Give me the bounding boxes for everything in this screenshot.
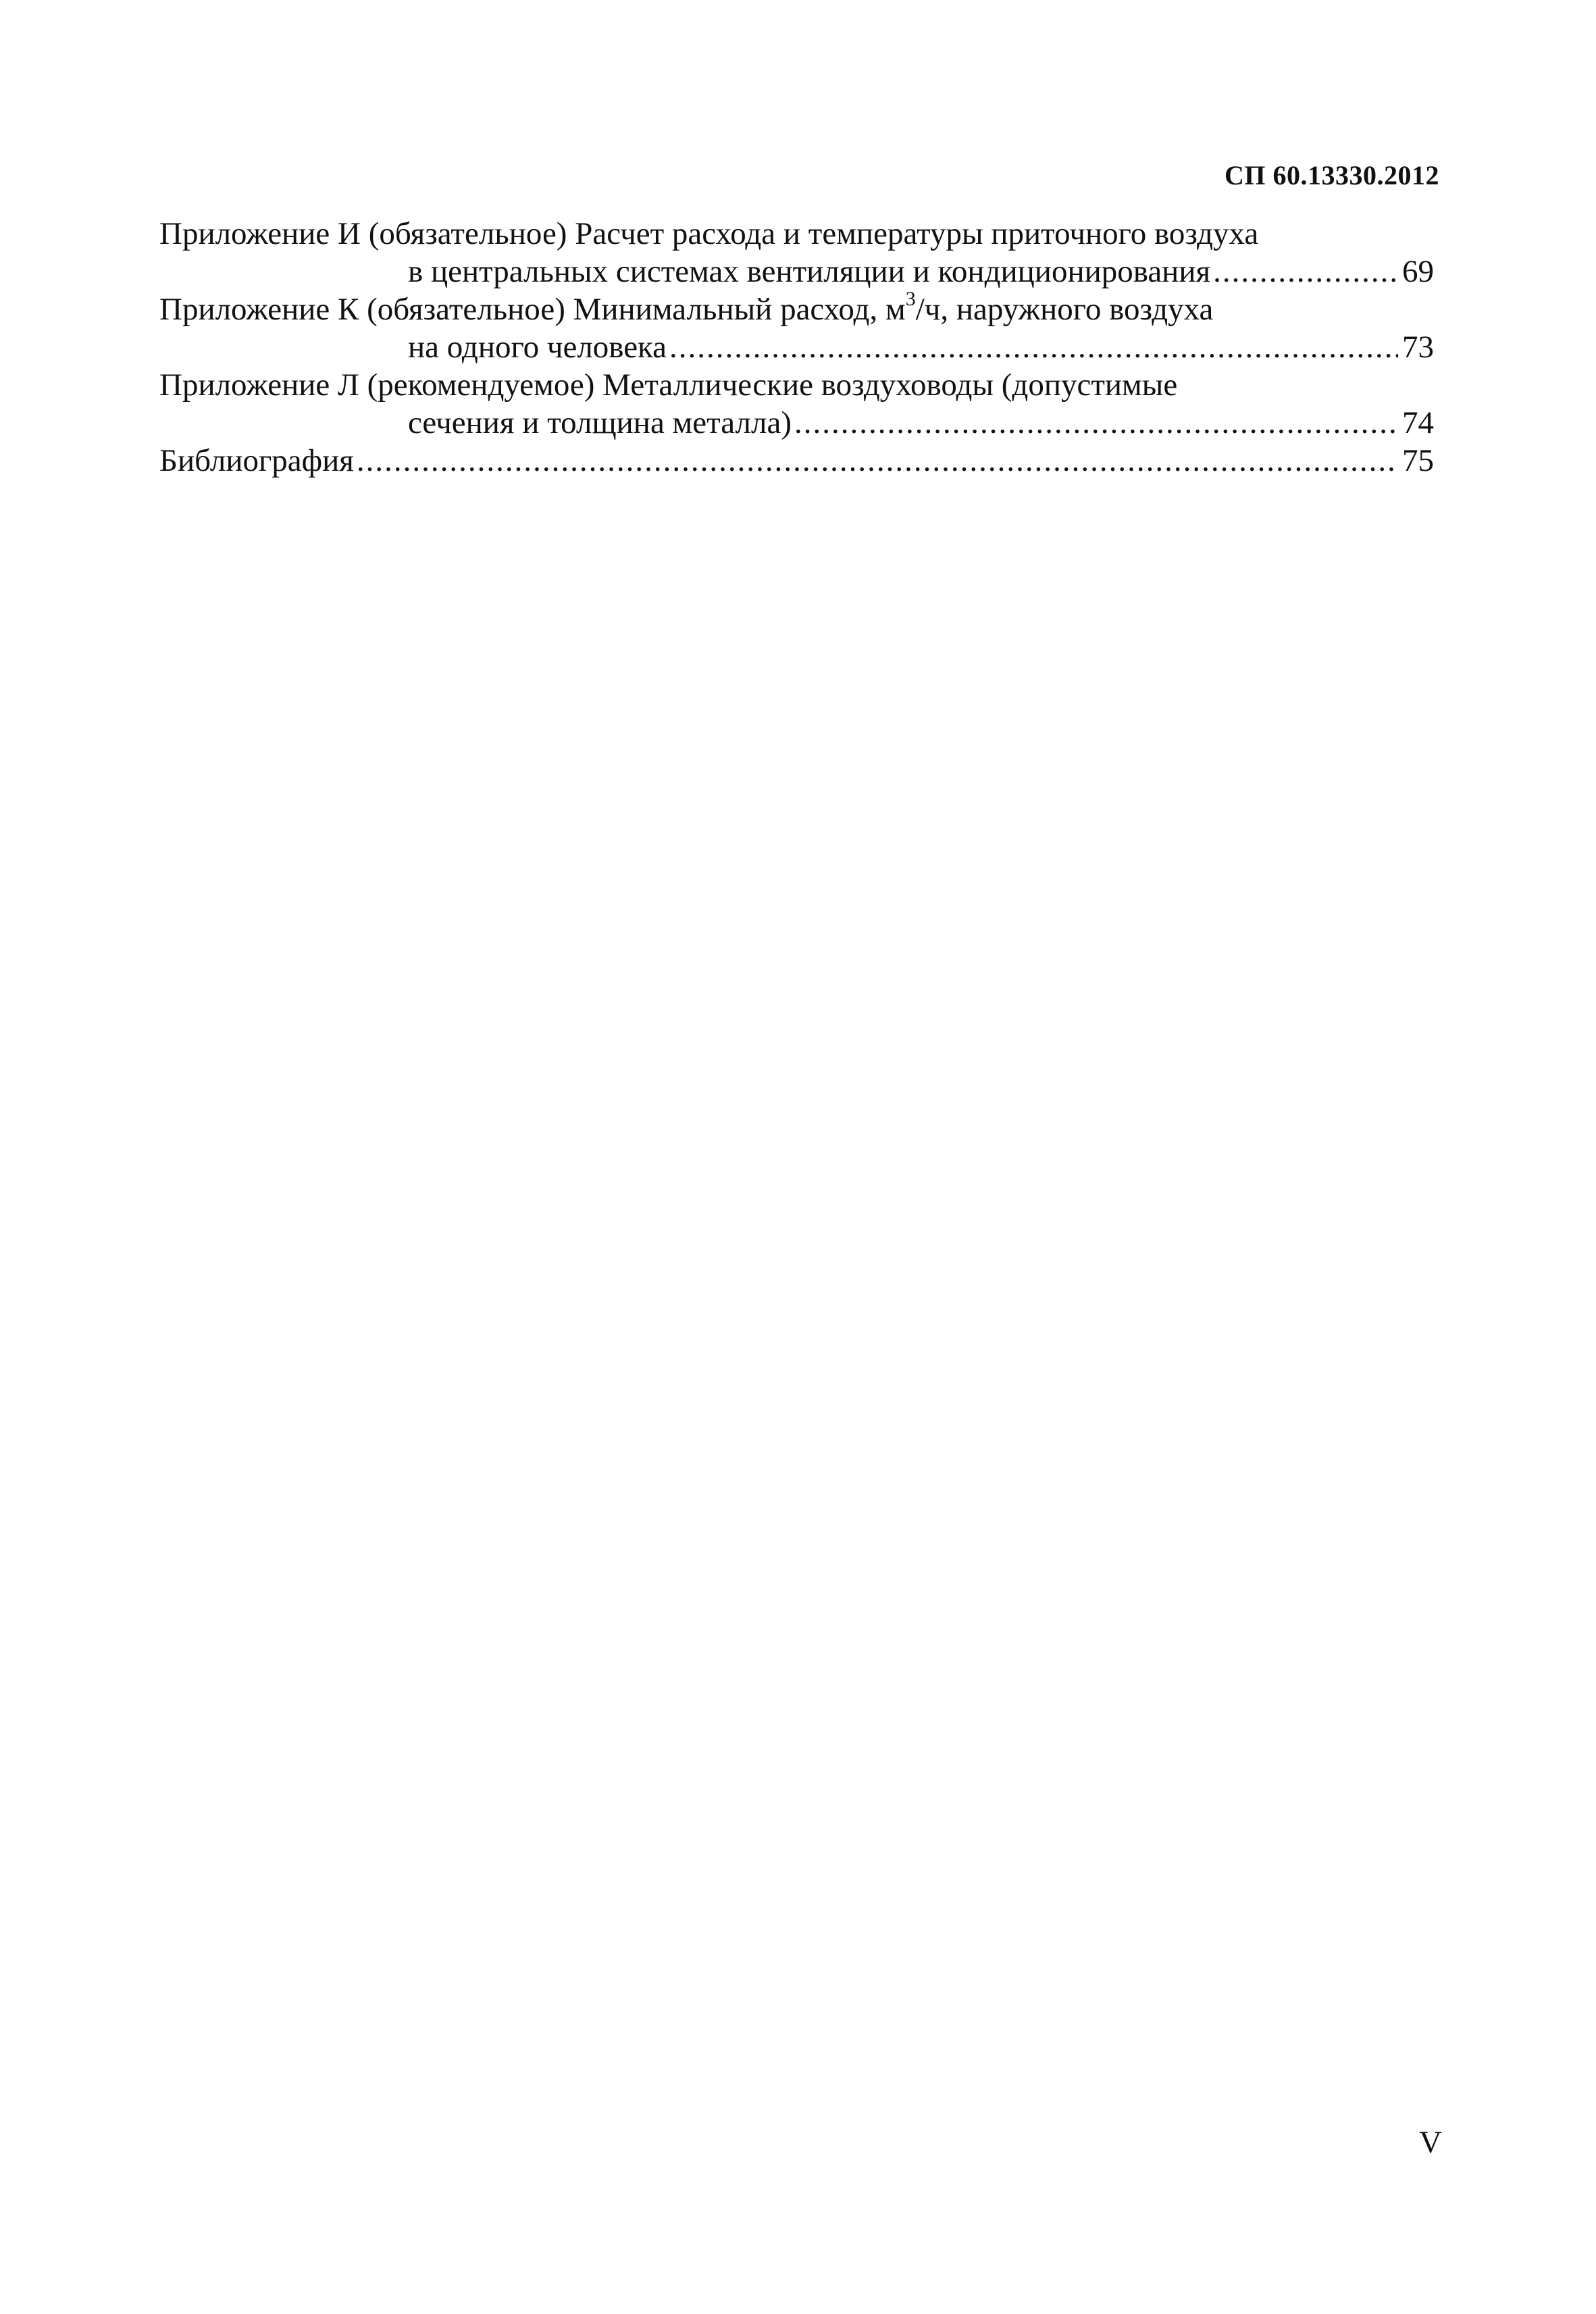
- toc-entry-title-continued: сечения и толщина металла): [408, 405, 792, 440]
- table-of-contents: [159, 215, 1434, 480]
- toc-entry-appendix-i[interactable]: [159, 215, 1434, 290]
- toc-entry-line: [159, 442, 1434, 480]
- toc-entry-continuation: [159, 328, 1434, 366]
- toc-page-number: 73: [1402, 330, 1434, 365]
- toc-entry-title-continued: в центральных системах вентиляции и кондиционирования: [408, 254, 1211, 289]
- toc-entry-title-part: /ч, наружного воздуха: [915, 292, 1214, 327]
- toc-entry-title: Приложение Л (рекомендуемое) Металлические воздуховоды (допустимые: [159, 367, 1178, 403]
- toc-entry-appendix-k[interactable]: [159, 290, 1434, 366]
- dot-leader: [669, 328, 1398, 366]
- toc-entry-title: Библиография: [159, 443, 354, 478]
- toc-entry-continuation: [159, 404, 1434, 442]
- toc-page-number: 69: [1402, 254, 1434, 289]
- superscript-exponent: 3: [905, 290, 916, 311]
- toc-entry-title: Приложение И (обязательное) Расчет расхода и температуры приточного воздуха: [159, 216, 1259, 251]
- dot-leader: [357, 442, 1398, 480]
- toc-entry-continuation: [159, 253, 1434, 290]
- toc-entry-title-part: Приложение К (обязательное) Минимальный расход, м: [159, 292, 906, 327]
- dot-leader: [1213, 253, 1398, 290]
- toc-entry-appendix-l[interactable]: [159, 366, 1434, 442]
- document-code-header: СП 60.13330.2012: [1225, 160, 1439, 190]
- toc-page-number: 74: [1402, 405, 1434, 440]
- toc-entry-title-continued: на одного человека: [408, 330, 667, 365]
- dot-leader: [794, 404, 1398, 442]
- toc-entry-bibliography[interactable]: [159, 442, 1434, 480]
- page-number-footer: V: [1419, 2125, 1442, 2160]
- toc-page-number: 75: [1402, 443, 1434, 478]
- toc-entry-title: [159, 290, 1434, 328]
